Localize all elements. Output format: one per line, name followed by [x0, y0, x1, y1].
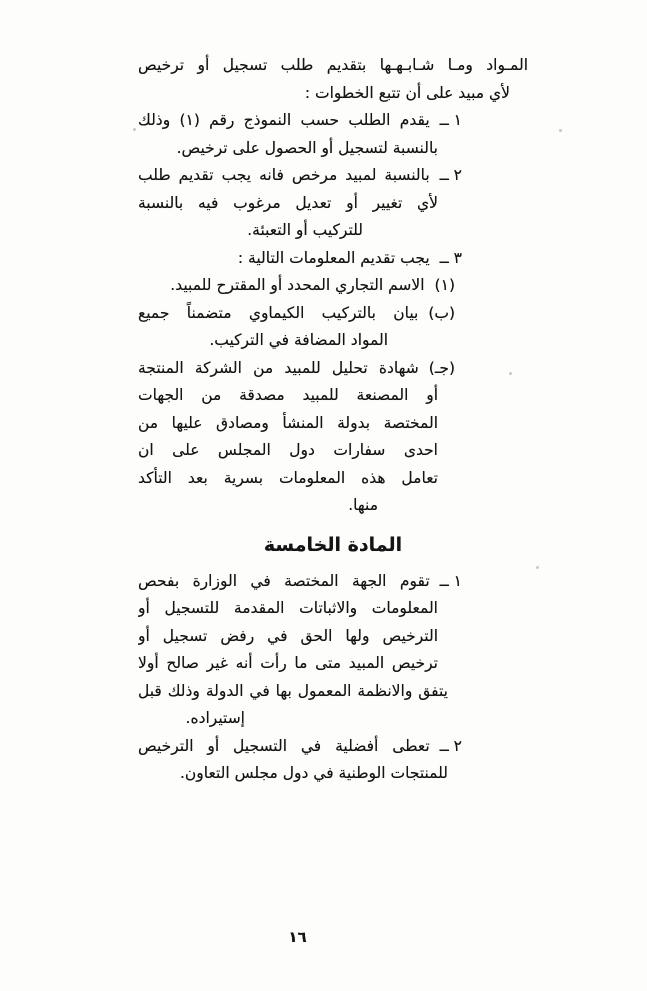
sub-item-line: [138, 355, 455, 383]
section-heading: المادة الخامسة: [263, 533, 403, 556]
scan-speck: [559, 129, 562, 132]
page-number: ١٦: [288, 928, 307, 946]
list-number: ٢ ــ: [439, 736, 462, 755]
text-line: أو المصنعة للمبيد مصدقة من الجهات: [138, 386, 438, 404]
list-item-text: يجب تقديم المعلومات التالية :: [237, 248, 430, 267]
text-line: بالنسبة لتسجيل أو الحصول على ترخيص.: [176, 138, 438, 157]
text-line: المواد المضافة في التركيب.: [209, 331, 388, 349]
text-line: تعامل هذه المعلومات بسرية بعد التأكد: [138, 468, 438, 487]
text-line: ترخيص المبيد متى ما رأت أنه غير صالح أولا: [138, 654, 438, 672]
list-item-line: [138, 568, 462, 596]
list-item-line: [138, 245, 462, 273]
text-line: لأي مبيد على أن تتبع الخطوات :: [304, 83, 510, 102]
text-line: الترخيص ولها الحق في رفض تسجيل أو: [138, 626, 438, 645]
text-line: المـواد ومـا شـابـهـها بتقديم طلب تسجيل أو ترخيص: [138, 56, 528, 74]
list-item-line: [138, 733, 462, 761]
text-line: لأي تغيير أو تعديل مرغوب فيه بالنسبة: [138, 193, 438, 212]
list-number: ١ ــ: [439, 571, 462, 590]
list-number: ١ ــ: [439, 111, 462, 129]
text-line: منها.: [348, 496, 378, 514]
page-text-block: [138, 52, 528, 788]
text-line: للتركيب أو التعبئة.: [247, 221, 363, 239]
list-item-text: بالنسبة لمبيد مرخص فانه يجب تقديم طلب: [138, 166, 430, 184]
sub-item-marker: (١): [434, 276, 455, 294]
text-line: المختصة بدولة المنشأ ومصادق عليها من: [138, 413, 438, 432]
list-item-line: [138, 107, 462, 135]
sub-item-text: بيان بالتركيب الكيماوي متضمناً جميع: [138, 303, 419, 322]
scan-speck: [509, 372, 512, 375]
sub-item-marker: (ب): [428, 303, 455, 322]
scan-speck: [536, 566, 539, 569]
list-item-line: [138, 162, 462, 190]
list-number: ٣ ــ: [439, 248, 462, 267]
list-number: ٢ ــ: [439, 166, 462, 184]
scan-speck: [133, 128, 136, 131]
sub-item-line: [138, 272, 455, 300]
text-line: يتفق والانظمة المعمول بها في الدولة وذلك قبل: [138, 681, 448, 700]
list-item-text: تعطى أفضلية في التسجيل أو الترخيص: [138, 736, 430, 755]
list-item-text: تقوم الجهة المختصة في الوزارة بفحص: [138, 571, 430, 590]
sub-item-text: الاسم التجاري المحدد أو المقترح للمبيد.: [170, 276, 425, 294]
sub-item-marker: (جـ): [428, 358, 455, 377]
list-item-text: يقدم الطلب حسب النموذج رقم (١) وذلك: [138, 111, 430, 129]
sub-item-line: [138, 300, 455, 328]
text-line: للمنتجات الوطنية في دول مجلس التعاون.: [179, 764, 448, 782]
text-line: احدى سفارات دول المجلس على ان: [138, 441, 438, 459]
text-line: المعلومات والاثباتات المقدمة للتسجيل أو: [138, 599, 438, 617]
text-line: إستيراده.: [185, 709, 245, 727]
sub-item-text: شهادة تحليل للمبيد من الشركة المنتجة: [138, 358, 419, 377]
